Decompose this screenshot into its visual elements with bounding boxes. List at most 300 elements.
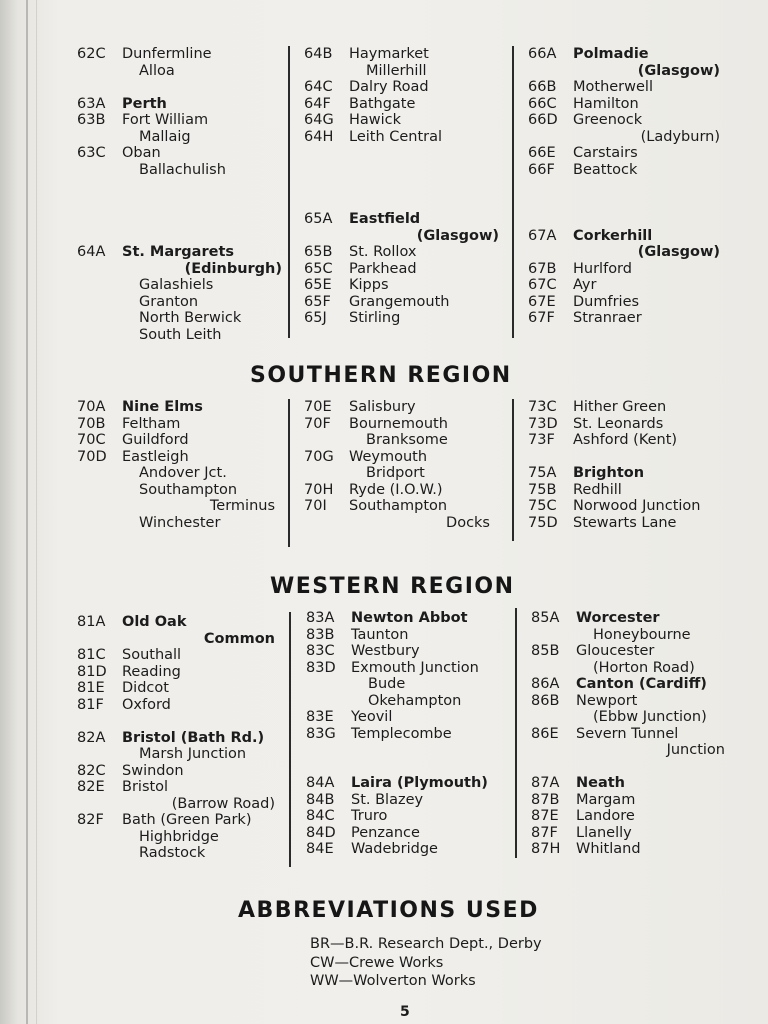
depot-name: (Glasgow)	[416, 227, 499, 244]
depot-code: 70E	[304, 399, 332, 415]
depot-code: 87A	[531, 775, 560, 791]
depot-name: Motherwell	[573, 79, 653, 95]
depot-row	[531, 841, 725, 858]
depot-row	[306, 693, 504, 710]
depot-code: 73D	[528, 415, 558, 432]
depot-row	[77, 664, 275, 681]
depot-name: Winchester	[139, 514, 221, 531]
depot-code: 66F	[528, 161, 555, 178]
depot-name: Whitland	[576, 841, 641, 857]
depot-row	[77, 647, 275, 664]
depot-name: Guildford	[122, 432, 189, 448]
depot-name: Southall	[122, 647, 182, 663]
depot-name: Canton (Cardiff)	[576, 676, 707, 692]
depot-name: Terminus	[209, 498, 275, 514]
depot-row	[77, 763, 275, 780]
depot-code: 65A	[304, 211, 333, 227]
depot-name: Taunton	[351, 626, 409, 643]
depot-column	[77, 614, 275, 862]
depot-row	[77, 129, 282, 146]
depot-code: 67F	[528, 310, 555, 326]
depot-row	[528, 277, 720, 294]
abbreviation-item: WW—Wolverton Works	[310, 973, 476, 989]
depot-name: Nine Elms	[122, 399, 203, 415]
depot-code: 87F	[531, 824, 558, 841]
depot-code: 70H	[304, 481, 334, 498]
depot-code: 83A	[306, 610, 335, 626]
depot-name: Marsh Junction	[139, 746, 247, 762]
depot-code: 65J	[304, 310, 327, 326]
depot-name: Hither Green	[573, 399, 667, 415]
depot-code: 66D	[528, 112, 558, 128]
depot-code: 70D	[77, 448, 107, 465]
depot-code: 65C	[304, 260, 333, 277]
southern-region-heading: SOUTHERN REGION	[250, 363, 512, 388]
depot-name: Corkerhill	[573, 227, 653, 244]
depot-code: 83B	[306, 626, 335, 643]
depot-row	[77, 746, 275, 763]
depot-code: 64F	[304, 95, 331, 112]
depot-name: Truro	[351, 808, 388, 824]
depot-row	[77, 261, 282, 278]
depot-row	[304, 63, 499, 80]
depot-name: St. Rollox	[349, 244, 417, 260]
depot-code: 66E	[528, 145, 556, 161]
depot-name: Templecombe	[351, 725, 452, 742]
depot-code: 64H	[304, 128, 334, 145]
depot-row	[77, 829, 275, 846]
depot-code: 81E	[77, 680, 105, 696]
depot-row	[77, 416, 275, 433]
depot-column	[304, 399, 490, 531]
depot-name: Stranraer	[573, 310, 642, 326]
depot-row	[306, 709, 504, 726]
depot-code: 84C	[306, 808, 335, 824]
depot-row	[77, 162, 282, 179]
depot-row	[304, 432, 490, 449]
depot-name: Honeybourne	[593, 626, 691, 643]
depot-row	[77, 195, 282, 212]
depot-row	[528, 244, 720, 261]
depot-row	[306, 759, 504, 776]
page-edge	[26, 0, 28, 1024]
depot-name: Haymarket	[349, 46, 429, 62]
depot-code: 84B	[306, 791, 335, 808]
depot-name: Parkhead	[349, 260, 417, 277]
depot-code: 86A	[531, 676, 560, 692]
depot-code: 70F	[304, 415, 331, 432]
depot-row	[304, 277, 499, 294]
depot-row	[77, 498, 275, 515]
depot-code: 64G	[304, 112, 334, 128]
depot-row	[77, 796, 275, 813]
depot-row	[531, 610, 725, 627]
depot-name: Bristol (Bath Rd.)	[122, 729, 265, 746]
depot-name: Junction	[666, 742, 725, 758]
depot-name: (Horton Road)	[593, 659, 695, 676]
depot-row	[528, 195, 720, 212]
column-divider	[288, 46, 290, 338]
depot-code: 75A	[528, 465, 557, 481]
depot-name: Reading	[122, 663, 181, 680]
depot-row	[77, 399, 275, 416]
depot-row	[528, 129, 720, 146]
depot-name: Docks	[446, 514, 490, 531]
depot-code: 82C	[77, 762, 106, 779]
depot-name: (Glasgow)	[637, 62, 720, 79]
depot-name: Gloucester	[576, 643, 655, 659]
depot-row	[531, 627, 725, 644]
depot-code: 75B	[528, 481, 557, 498]
depot-row	[77, 465, 275, 482]
depot-name: Margam	[576, 791, 636, 808]
depot-column	[528, 46, 720, 327]
depot-name: Exmouth Junction	[351, 659, 479, 676]
depot-row	[304, 129, 499, 146]
depot-name: Bournemouth	[349, 415, 448, 432]
depot-row	[77, 697, 275, 714]
depot-row	[528, 416, 728, 433]
depot-row	[77, 96, 282, 113]
depot-name: Andover Jct.	[139, 465, 227, 481]
depot-row	[304, 498, 490, 515]
depot-column	[304, 46, 499, 327]
depot-name: Hurlford	[573, 260, 632, 277]
depot-name: Fort William	[122, 112, 209, 128]
depot-row	[306, 775, 504, 792]
depot-name: (Ebbw Junction)	[593, 709, 707, 725]
depot-code: 87H	[531, 841, 561, 857]
depot-code: 86E	[531, 725, 559, 742]
depot-row	[77, 79, 282, 96]
depot-name: Dalry Road	[349, 79, 429, 95]
depot-row	[304, 399, 490, 416]
depot-row	[528, 162, 720, 179]
depot-name: Landore	[576, 808, 635, 824]
depot-code: 84D	[306, 824, 336, 841]
depot-name: Laira (Plymouth)	[351, 775, 488, 791]
depot-row	[531, 726, 725, 743]
depot-name: Carstairs	[573, 145, 638, 161]
depot-row	[304, 162, 499, 179]
depot-name: Neath	[576, 775, 626, 791]
depot-code: 82A	[77, 729, 106, 746]
depot-name: Brighton	[573, 465, 645, 481]
depot-row	[77, 631, 275, 648]
depot-row	[77, 244, 282, 261]
depot-code: 87B	[531, 791, 560, 808]
depot-code: 70A	[77, 399, 106, 415]
column-divider	[288, 399, 290, 547]
depot-row	[306, 627, 504, 644]
depot-row	[306, 841, 504, 858]
depot-row	[77, 211, 282, 228]
western-region-heading: WESTERN REGION	[270, 574, 515, 599]
depot-name: Feltham	[122, 415, 181, 432]
depot-code: 63A	[77, 95, 106, 112]
depot-row	[528, 294, 720, 311]
page-number: 5	[400, 1004, 410, 1020]
depot-code: 81C	[77, 647, 106, 663]
depot-name: Highbridge	[139, 828, 219, 845]
depot-name: (Barrow Road)	[171, 795, 275, 812]
depot-row	[528, 432, 728, 449]
depot-code: 83E	[306, 709, 334, 725]
depot-name: Okehampton	[368, 692, 462, 709]
depot-column	[531, 610, 725, 858]
depot-row	[77, 432, 275, 449]
depot-row	[77, 449, 275, 466]
depot-row	[77, 713, 275, 730]
depot-name: Hamilton	[573, 95, 639, 112]
depot-row	[306, 676, 504, 693]
depot-name: Didcot	[122, 680, 169, 696]
depot-name: Bathgate	[349, 95, 416, 112]
depot-row	[528, 79, 720, 96]
depot-row	[306, 610, 504, 627]
depot-row	[528, 63, 720, 80]
depot-row	[77, 112, 282, 129]
depot-row	[528, 211, 720, 228]
depot-name: Dumfries	[573, 293, 640, 310]
depot-row	[304, 79, 499, 96]
depot-name: Polmadie	[573, 46, 649, 62]
depot-code: 67A	[528, 227, 557, 244]
depot-row	[531, 775, 725, 792]
depot-code: 87E	[531, 808, 559, 824]
depot-code: 63C	[77, 145, 106, 161]
depot-row	[306, 660, 504, 677]
depot-row	[77, 145, 282, 162]
depot-row	[528, 145, 720, 162]
depot-name: Salisbury	[349, 399, 416, 415]
depot-row	[304, 515, 490, 532]
depot-row	[306, 825, 504, 842]
depot-name: Leith Central	[349, 128, 443, 145]
depot-row	[304, 482, 490, 499]
depot-name: Newton Abbot	[351, 610, 468, 626]
depot-row	[528, 112, 720, 129]
depot-name: Alloa	[139, 62, 175, 79]
depot-row	[306, 742, 504, 759]
depot-code: 83D	[306, 659, 336, 676]
depot-row	[304, 228, 499, 245]
depot-name: Penzance	[351, 824, 420, 841]
depot-name: Llanelly	[576, 824, 632, 841]
depot-row	[77, 845, 275, 862]
column-divider	[515, 608, 517, 858]
depot-row	[531, 709, 725, 726]
depot-name: Granton	[139, 293, 199, 310]
depot-row	[77, 310, 282, 327]
depot-row	[77, 63, 282, 80]
depot-row	[304, 195, 499, 212]
depot-row	[306, 643, 504, 660]
column-divider	[512, 399, 514, 541]
depot-row	[304, 46, 499, 63]
depot-row	[304, 449, 490, 466]
depot-code: 67C	[528, 277, 557, 293]
depot-name: Branksome	[366, 432, 448, 448]
depot-name: Hawick	[349, 112, 402, 128]
depot-row	[304, 96, 499, 113]
depot-code: 83G	[306, 725, 336, 742]
depot-code: 63B	[77, 112, 106, 128]
column-divider	[289, 612, 291, 867]
depot-row	[528, 310, 720, 327]
depot-name: North Berwick	[139, 310, 242, 326]
depot-row	[77, 680, 275, 697]
depot-name: St. Blazey	[351, 791, 424, 808]
depot-code: 64C	[304, 79, 333, 95]
depot-code: 73F	[528, 432, 555, 448]
depot-name: Beattock	[573, 161, 638, 178]
depot-code: 67B	[528, 260, 557, 277]
depot-row	[304, 244, 499, 261]
depot-name: Old Oak	[122, 614, 187, 630]
depot-code: 85A	[531, 610, 560, 626]
depot-row	[528, 228, 720, 245]
depot-row	[304, 310, 499, 327]
depot-code: 65F	[304, 293, 331, 310]
depot-name: Ayr	[573, 277, 597, 293]
depot-code: 70B	[77, 415, 106, 432]
depot-row	[528, 515, 728, 532]
depot-row	[531, 693, 725, 710]
depot-row	[531, 742, 725, 759]
depot-code: 70G	[304, 448, 334, 465]
depot-name: Galashiels	[139, 277, 214, 293]
depot-name: Grangemouth	[349, 293, 450, 310]
depot-row	[304, 211, 499, 228]
abbreviations-heading: ABBREVIATIONS USED	[238, 898, 539, 923]
depot-code: 84A	[306, 775, 335, 791]
depot-name: (Ladyburn)	[640, 128, 720, 145]
depot-row	[77, 327, 282, 344]
depot-code: 70C	[77, 432, 106, 448]
depot-name: Dunfermline	[122, 46, 212, 62]
depot-name: Swindon	[122, 762, 184, 779]
depot-row	[306, 808, 504, 825]
depot-row	[77, 46, 282, 63]
depot-name: Eastfield	[349, 211, 421, 227]
depot-row	[528, 96, 720, 113]
depot-name: Mallaig	[139, 128, 191, 145]
depot-row	[77, 614, 275, 631]
depot-code: 81A	[77, 614, 106, 630]
depot-row	[531, 643, 725, 660]
depot-name: South Leith	[139, 326, 222, 343]
abbreviation-item: BR—B.R. Research Dept., Derby	[310, 936, 542, 952]
depot-name: Bath (Green Park)	[122, 812, 252, 828]
depot-row	[77, 294, 282, 311]
depot-name: Oban	[122, 145, 161, 161]
depot-name: (Glasgow)	[637, 244, 720, 260]
depot-row	[304, 261, 499, 278]
depot-code: 73C	[528, 399, 557, 415]
depot-row	[528, 482, 728, 499]
depot-row	[528, 178, 720, 195]
depot-row	[77, 228, 282, 245]
depot-row	[77, 482, 275, 499]
depot-name: Ballachulish	[139, 161, 226, 178]
depot-row	[531, 825, 725, 842]
depot-row	[531, 792, 725, 809]
depot-name: Radstock	[139, 845, 206, 861]
page-edge	[36, 0, 37, 1024]
depot-name: (Edinburgh)	[184, 260, 282, 277]
depot-code: 85B	[531, 643, 560, 659]
depot-row	[306, 726, 504, 743]
depot-row	[77, 812, 275, 829]
depot-name: St. Margarets	[122, 244, 235, 260]
depot-row	[77, 277, 282, 294]
depot-name: Kipps	[349, 277, 389, 293]
depot-name: Bude	[368, 676, 406, 692]
depot-code: 84E	[306, 841, 334, 857]
depot-name: Severn Tunnel	[576, 725, 679, 742]
depot-code: 66A	[528, 46, 557, 62]
depot-name: Worcester	[576, 610, 660, 626]
depot-name: Westbury	[351, 643, 420, 659]
depot-row	[531, 759, 725, 776]
depot-row	[531, 808, 725, 825]
depot-row	[531, 676, 725, 693]
depot-column	[77, 46, 282, 343]
depot-code: 64B	[304, 46, 333, 62]
depot-name: Newport	[576, 692, 638, 709]
depot-row	[528, 465, 728, 482]
depot-row	[528, 498, 728, 515]
depot-name: Oxford	[122, 696, 171, 713]
depot-name: Weymouth	[349, 448, 428, 465]
depot-name: Perth	[122, 95, 167, 112]
depot-name: Stirling	[349, 310, 401, 326]
depot-name: Southampton	[349, 498, 448, 514]
depot-code: 83C	[306, 643, 335, 659]
depot-code: 66B	[528, 79, 557, 95]
depot-name: Bristol	[122, 779, 169, 795]
depot-code: 66C	[528, 95, 557, 112]
depot-column	[77, 399, 275, 531]
depot-name: Redhill	[573, 481, 622, 498]
depot-name: Ashford (Kent)	[573, 432, 678, 448]
depot-row	[304, 145, 499, 162]
depot-code: 70I	[304, 498, 327, 514]
depot-column	[306, 610, 504, 858]
depot-code: 65E	[304, 277, 332, 293]
depot-code: 81D	[77, 663, 107, 680]
depot-name: Stewarts Lane	[573, 514, 677, 531]
depot-row	[531, 660, 725, 677]
depot-code: 81F	[77, 696, 104, 713]
depot-code: 82E	[77, 779, 105, 795]
depot-name: Ryde (I.O.W.)	[349, 481, 443, 498]
depot-row	[304, 178, 499, 195]
abbreviation-item: CW—Crewe Works	[310, 955, 444, 971]
depot-code: 75D	[528, 514, 558, 531]
depot-column	[528, 399, 728, 531]
depot-name: Wadebridge	[351, 841, 438, 857]
depot-code: 62C	[77, 46, 106, 62]
depot-row	[528, 449, 728, 466]
depot-name: St. Leonards	[573, 415, 664, 432]
depot-code: 86B	[531, 692, 560, 709]
depot-name: Greenock	[573, 112, 643, 128]
depot-code: 64A	[77, 244, 106, 260]
depot-row	[306, 792, 504, 809]
depot-row	[528, 261, 720, 278]
